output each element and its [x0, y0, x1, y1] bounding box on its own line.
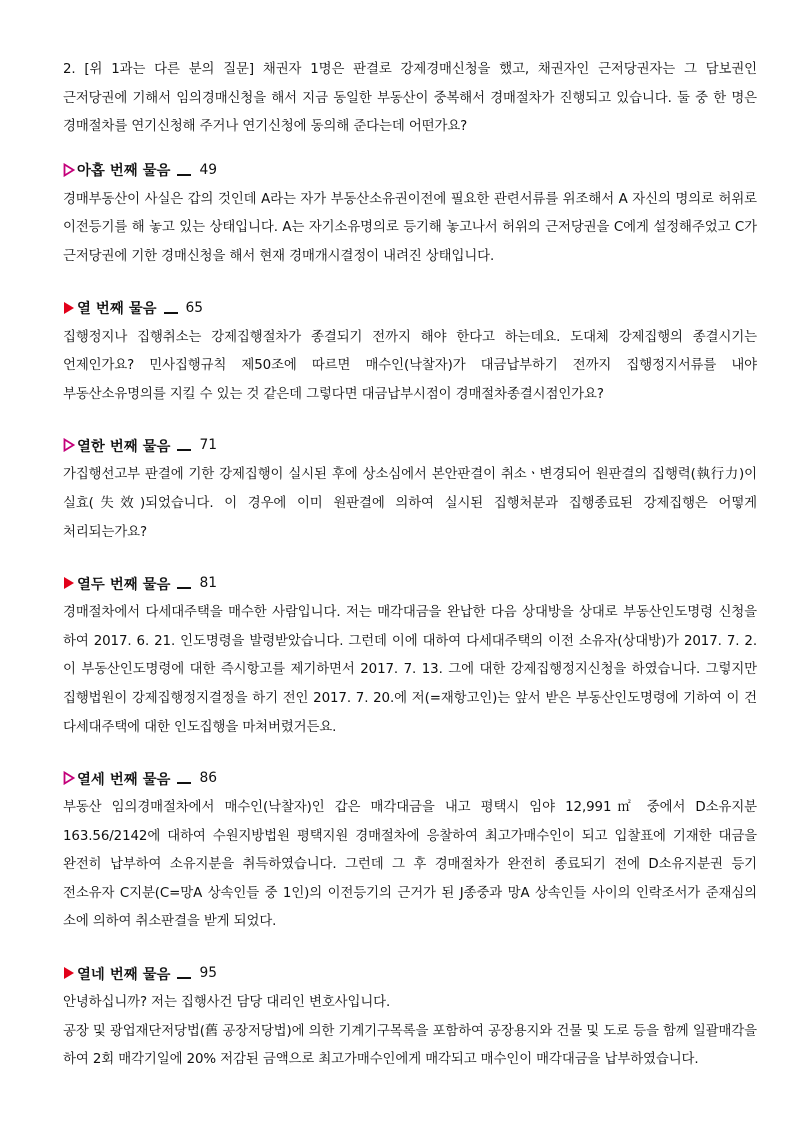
outline-triangle-icon	[63, 771, 75, 785]
heading-underline-divider	[177, 174, 191, 176]
heading-underline-divider	[177, 587, 191, 589]
question-section-13	[63, 764, 757, 937]
section-paragraph: 안녕하십니까? 저는 집행사건 담당 대리인 변호사입니다.	[63, 995, 391, 1011]
section-title: 열세 번째 물음	[77, 771, 171, 788]
section-heading	[63, 959, 757, 987]
filled-triangle-icon	[63, 966, 75, 980]
section-heading	[63, 431, 757, 459]
outline-triangle-icon	[63, 438, 75, 452]
outline-triangle-icon	[63, 163, 75, 177]
section-paragraph: 경매부동산이 사실은 갑의 것인데 A라는 자가 부동산소유권이전에 필요한 관련서류를 위조해서 A 자신의 명의로 허위로 이전등기를 해 놓고 있는 상태입니다. A는 자기소유명의로 등기해 놓고나서 허위의 근저당권을 C에게 설정해주었고 C가 근저당권에 기한 경매신청을 해서 현재 경매개시결정이 내려진 상태입니다.	[63, 191, 757, 264]
question-section-12	[63, 569, 757, 742]
section-title: 열두 번째 물음	[77, 576, 171, 593]
section-heading	[63, 569, 757, 597]
section-page-number: 86	[199, 770, 217, 787]
section-paragraph: 공장 및 광업재단저당법(舊 공장저당법)에 의한 기계기구목록을 포함하여 공장용지와 건물 및 도로 등을 함께 일괄매각을 하여 2회 매각기일에 20% 저감된 금액으로 최고가매수인에게 매각되고 매수인이 매각대금을 납부하였습니다.	[63, 1023, 757, 1068]
section-title: 열 번째 물음	[77, 301, 157, 318]
section-page-number: 95	[199, 965, 217, 982]
document-page	[63, 56, 757, 1075]
heading-underline-divider	[177, 782, 191, 784]
intro-paragraph: 2. [위 1과는 다른 분의 질문] 채권자 1명은 판결로 강제경매신청을 했고, 채권자인 근저당권자는 그 담보권인 근저당권에 기해서 임의경매신청을 해서 지금 동일한 부동산이 중복해서 경매절차가 진행되고 있습니다. 둘 중 한 명은 경매절차를 연기신청해 주거나 연기신청에 동의해 준다는데 어떤가요?	[63, 62, 757, 135]
question-section-11	[63, 431, 757, 547]
section-page-number: 49	[199, 161, 217, 178]
heading-underline-divider	[177, 977, 191, 979]
section-title: 열한 번째 물음	[77, 438, 171, 455]
section-paragraph: 경매절차에서 다세대주택을 매수한 사람입니다. 저는 매각대금을 완납한 다음 상대방을 상대로 부동산인도명령 신청을 하여 2017. 6. 21. 인도명령을 발령받았습니다. 그런데 이에 대하여 다세대주택의 이전 소유자(상대방)가 2017. 7. 2. 이 부동산인도명령에 대한 즉시항고를 제기하면서 2017. 7. 13. 그에 대한 강제집행정지신청을 하였습니다. 그렇지만 집행법원이 강제집행정지결정을 하기 전인 2017. 7. 20.에 저(=재항고인)는 앞서 받은 부동산인도명령에 기하여 이 건 다세대주택에 대한 인도집행을 마쳐버렸거든요.	[63, 605, 757, 735]
question-section-14	[63, 959, 757, 1075]
section-page-number: 65	[185, 299, 204, 316]
section-heading	[63, 764, 757, 792]
section-title: 열네 번째 물음	[77, 966, 171, 983]
section-paragraph: 가집행선고부 판결에 기한 강제집행이 실시된 후에 상소심에서 본안판결이 취소ㆍ변경되어 원판결의 집행력(執行力)이 실효(失效)되었습니다. 이 경우에 이미 원판결에 의하여 실시된 집행처분과 집행종료된 강제집행은 어떻게 처리되는가요?	[63, 467, 757, 540]
section-title: 아홉 번째 물음	[77, 163, 171, 180]
heading-underline-divider	[164, 312, 178, 314]
section-page-number: 81	[199, 575, 217, 592]
question-section-10	[63, 294, 757, 410]
filled-triangle-icon	[63, 576, 75, 590]
section-heading	[63, 156, 757, 184]
section-paragraph: 부동산 임의경매절차에서 매수인(낙찰자)인 갑은 매각대금을 내고 평택시 임야 12,991㎡ 중에서 D소유지분 163.56/2142에 대하여 수원지방법원 평택지원 경매절차에 응찰하여 최고가매수인이 되고 입찰표에 기재한 대금을 완전히 납부하여 소유지분을 취득하였습니다. 그런데 그 후 경매절차가 완전히 종료되기 전에 D소유지분권 등기 전소유자 C지분(C=망A 상속인들 중 1인)의 이전등기의 근거가 된 J종중과 망A 상속인들 사이의 인락조서가 준재심의 소에 의하여 취소판결을 받게 되었다.	[63, 800, 757, 930]
filled-triangle-icon	[63, 301, 75, 315]
question-section-9	[63, 156, 757, 272]
section-paragraph: 집행정지나 집행취소는 강제집행절차가 종결되기 전까지 해야 한다고 하는데요. 도대체 강제집행의 종결시기는 언제인가요? 민사집행규칙 제50조에 따르면 매수인(낙찰자)가 대금납부하기 전까지 집행정지서류를 내야 부동산소유명의를 지킬 수 있는 것 같은데 그렇다면 대금납부시점이 경매절차종결시점인가요?	[63, 329, 757, 402]
section-page-number: 71	[199, 437, 217, 454]
section-heading	[63, 294, 757, 322]
heading-underline-divider	[177, 449, 191, 451]
